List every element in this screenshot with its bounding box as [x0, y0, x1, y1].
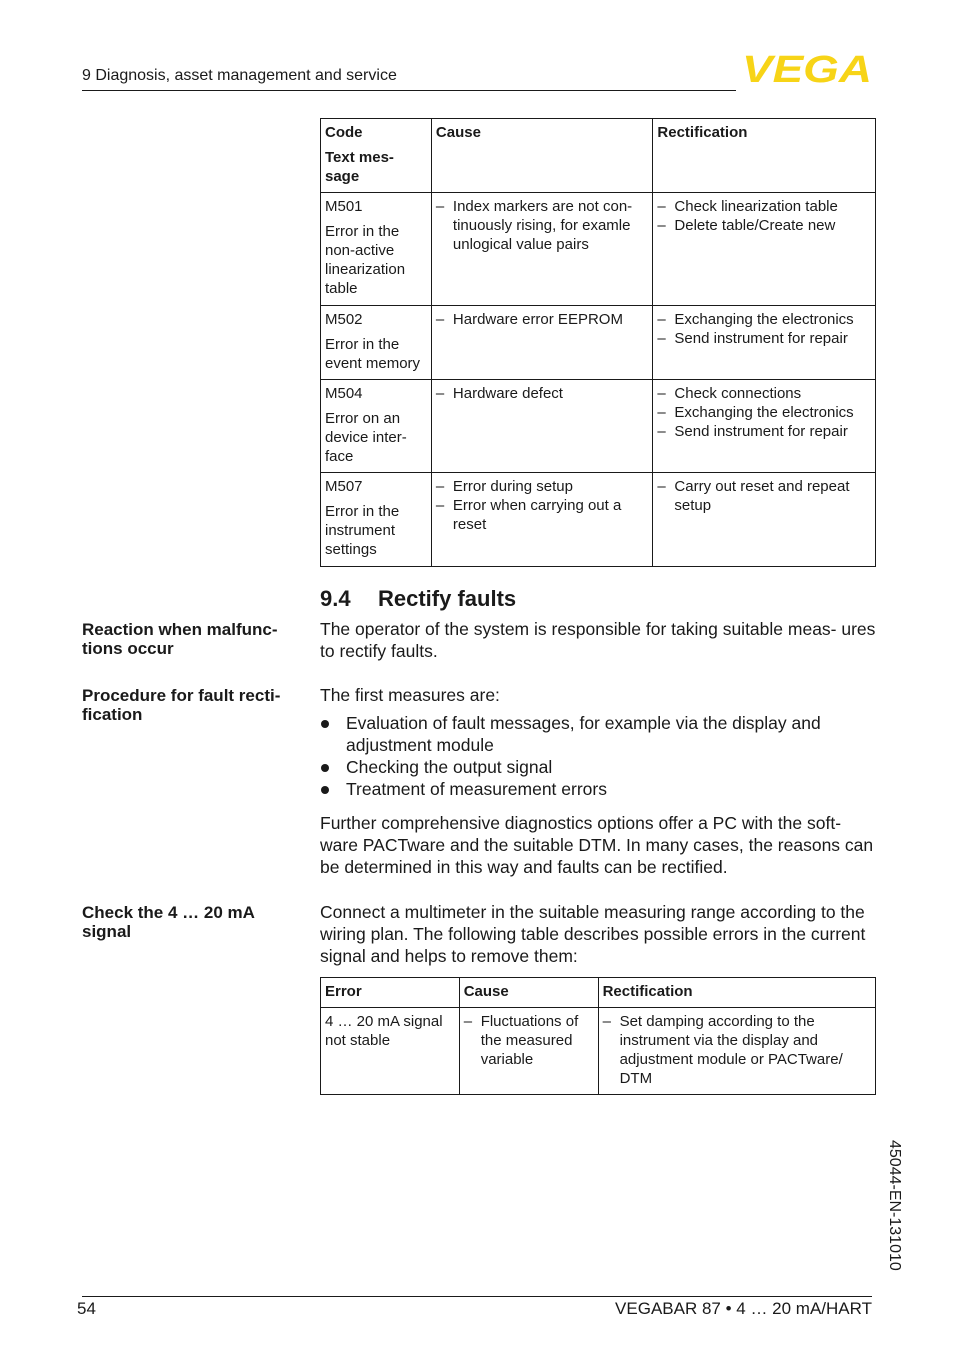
cause-item: – Fluctuations of the measured variable	[464, 1012, 594, 1069]
row-message: Error in the non-active linearization table	[325, 223, 406, 297]
column-header-cause: Cause	[431, 119, 653, 193]
row-code: M502	[325, 311, 363, 328]
first-measures-text: The first measures are:	[320, 685, 500, 705]
cause-item: – Hardware defect	[436, 384, 649, 403]
table-row	[321, 193, 876, 306]
side-label-procedure: Procedure for fault recti- fication	[82, 686, 281, 724]
list-item: Evaluation of fault messages, for example via the display and adjustment module	[320, 712, 876, 756]
footer-divider	[82, 1296, 872, 1297]
procedure-block	[320, 684, 876, 878]
document-number: 45044-EN-131010	[886, 1140, 903, 1271]
fix-item: – Set damping according to the instrument via the display and adjustment module or PACTware/ DTM	[603, 1012, 871, 1088]
fix-item: – Send instrument for repair	[657, 422, 871, 441]
table-row	[321, 1008, 876, 1095]
header-code: Code	[325, 124, 363, 141]
column-header-cause: Cause	[459, 978, 598, 1008]
column-header-rectification: Rectification	[598, 978, 875, 1008]
side-label-check-signal: Check the 4 … 20 mA signal	[82, 903, 255, 941]
vega-logo	[742, 52, 872, 84]
fix-item: – Check linearization table	[657, 197, 871, 216]
fix-item: – Carry out reset and repeat setup	[657, 477, 871, 515]
table-row	[321, 380, 876, 473]
table-header-row	[321, 119, 876, 193]
fault-code-table	[320, 118, 876, 567]
row-code: M501	[325, 198, 363, 215]
logo-text: VEGA	[742, 52, 872, 84]
chapter-header: 9 Diagnosis, asset management and service	[82, 67, 397, 84]
cause-item: – Error when carrying out a reset	[436, 496, 649, 534]
list-item: Treatment of measurement errors	[320, 778, 876, 800]
row-message: Error in the event memory	[325, 336, 421, 372]
further-text: Further comprehensive diagnostics options offer a PC with the soft- ware PACTware and the suitable DTM. In many cases, the reasons can be determined in this way and faults can be rectified.	[320, 813, 874, 877]
list-item: Checking the output signal	[320, 756, 876, 778]
check-text: Connect a multimeter in the suitable measuring range according to the wiring plan. The following table describes possible errors in the current signal and helps to remove them:	[320, 902, 866, 966]
signal-error-table	[320, 977, 876, 1095]
cause-item: – Index markers are not con- tinuously rising, for examle unlogical value pairs	[436, 197, 649, 254]
reaction-text: The operator of the system is responsible for taking suitable meas- ures to rectify faults.	[320, 619, 876, 661]
cause-item: – Error during setup	[436, 477, 649, 496]
table-row	[321, 473, 876, 567]
section-title: Rectify faults	[378, 586, 517, 611]
measures-list	[320, 712, 876, 800]
page-number: 54	[77, 1299, 96, 1318]
check-paragraph	[320, 901, 876, 967]
row-code: M507	[325, 478, 363, 495]
column-header-code	[321, 119, 432, 193]
cause-item: – Hardware error EEPROM	[436, 310, 649, 329]
row-error: 4 … 20 mA signal not stable	[321, 1008, 460, 1095]
row-message: Error on an device inter- face	[325, 410, 407, 465]
fix-item: – Exchanging the electronics	[657, 403, 871, 422]
reaction-paragraph	[320, 618, 876, 662]
fix-item: – Exchanging the electronics	[657, 310, 871, 329]
product-name: VEGABAR 87 • 4 … 20 mA/HART	[615, 1299, 872, 1318]
section-heading	[320, 586, 516, 612]
table-row	[321, 306, 876, 380]
fix-item: – Send instrument for repair	[657, 329, 871, 348]
fix-item: – Check connections	[657, 384, 871, 403]
fix-item: – Delete table/Create new	[657, 216, 871, 235]
row-code: M504	[325, 385, 363, 402]
column-header-error: Error	[321, 978, 460, 1008]
table-header-row	[321, 978, 876, 1008]
column-header-rectification: Rectification	[653, 119, 876, 193]
side-label-reaction: Reaction when malfunc- tions occur	[82, 620, 278, 658]
row-message: Error in the instrument settings	[325, 503, 400, 558]
section-number: 9.4	[320, 586, 351, 611]
header-text-message: Text mes- sage	[325, 149, 394, 185]
header-divider	[82, 90, 736, 91]
